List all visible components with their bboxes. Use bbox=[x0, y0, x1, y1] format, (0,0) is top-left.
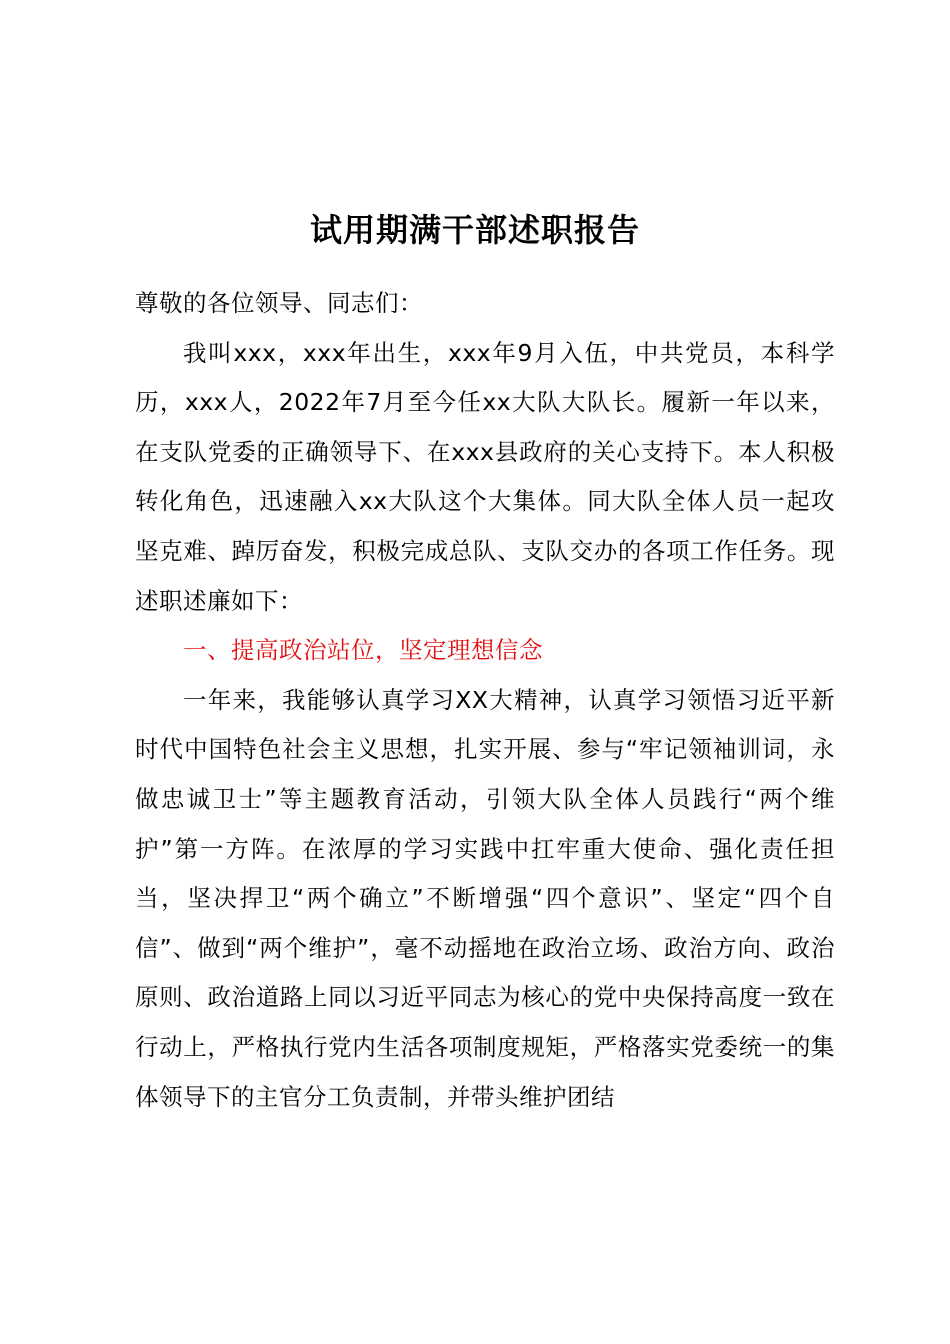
document-body bbox=[135, 279, 835, 1122]
paragraph-politics: 一年来，我能够认真学习XX大精神，认真学习领悟习近平新时代中国特色社会主义思想，扎实开展、参与“牢记领袖训词，永做忠诚卫士”等主题教育活动，引领大队全体人员践行“两个维护”第一方阵。在浓厚的学习实践中扛牢重大使命、强化责任担当，坚决捍卫“两个确立”不断增强“四个意识”、坚定“四个自信”、做到“两个维护”，毫不动摇地在政治立场、政治方向、政治原则、政治道路上同以习近平同志为核心的党中央保持高度一致在行动上，严格执行党内生活各项制度规矩，严格落实党委统一的集体领导下的主官分工负责制，并带头维护团结 bbox=[135, 685, 835, 1111]
document-title: 试用期满干部述职报告 bbox=[309, 211, 640, 249]
section-heading: 一、提高政治站位，坚定理想信念 bbox=[183, 636, 543, 665]
paragraph-intro: 我叫xxx，xxx年出生，xxx年9月入伍，中共党员，本科学历，xxx人，2022年7月至今任xx大队大队长。履新一年以来，在支队党委的正确领导下、在xxx县政府的关心支持下。本人积极转化角色，迅速融入xx大队这个大集体。同大队全体人员一起攻坚克难、踔厉奋发，积极完成总队、支队交办的各项工作任务。现述职述廉如下： bbox=[135, 338, 835, 615]
salutation: 尊敬的各位领导、同志们： bbox=[135, 289, 423, 317]
